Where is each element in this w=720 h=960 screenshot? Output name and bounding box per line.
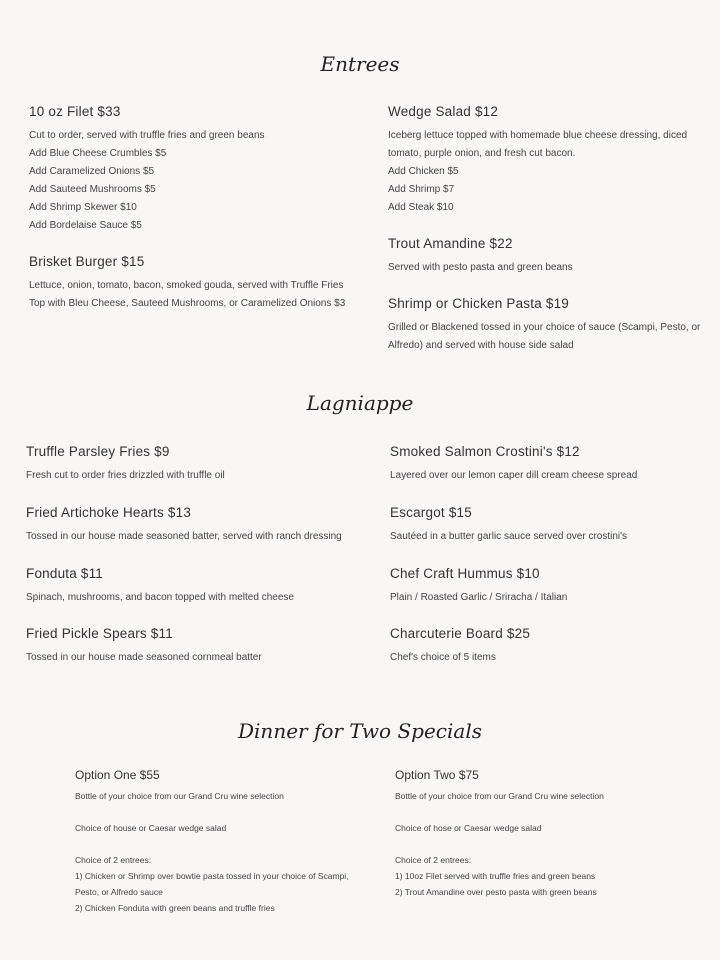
item-pickle-spears	[26, 626, 366, 667]
desc-line: Add Bordelaise Sauce $5	[29, 220, 142, 231]
desc-line: 2) Chicken Fonduta with green beans and truffle fries	[75, 903, 275, 913]
desc-line: Choice of 2 entrees:	[395, 855, 472, 865]
desc-line	[75, 804, 385, 820]
item-name: Chef Craft Hummus $10	[390, 566, 540, 581]
desc-line: Served with pesto pasta and green beans	[388, 262, 573, 273]
item-description	[29, 127, 359, 235]
item-description	[388, 127, 708, 217]
entree-trout	[388, 236, 708, 277]
item-name: Escargot $15	[390, 505, 472, 520]
option-name: Option One $55	[75, 768, 160, 782]
item-description	[388, 259, 708, 277]
desc-line: Lettuce, onion, tomato, bacon, smoked gouda, served with Truffle Fries	[29, 280, 344, 291]
item-name: Wedge Salad $12	[388, 104, 499, 119]
item-description	[388, 319, 708, 355]
entree-pasta	[388, 296, 708, 355]
desc-line: Add Chicken $5	[388, 166, 459, 177]
item-description: Layered over our lemon caper dill cream cheese spread	[390, 470, 638, 481]
item-hummus	[390, 566, 710, 607]
lagniappe-title: Lagniappe	[306, 391, 414, 415]
item-name: 10 oz Filet $33	[29, 104, 121, 119]
item-description	[29, 277, 369, 313]
option-description	[75, 788, 385, 916]
item-description: Sautéed in a butter garlic sauce served over crostini's	[390, 531, 628, 542]
item-description: Chef's choice of 5 items	[390, 652, 496, 663]
entree-wedge	[388, 104, 708, 217]
item-charcuterie	[390, 626, 710, 667]
option-description	[395, 788, 695, 900]
entree-filet	[29, 104, 359, 235]
option-one	[75, 768, 385, 916]
desc-line: Bottle of your choice from our Grand Cru wine selection	[395, 791, 604, 801]
item-fonduta	[26, 566, 366, 607]
item-name: Truffle Parsley Fries $9	[26, 444, 170, 459]
desc-line: Cut to order, served with truffle fries and green beans	[29, 130, 265, 141]
option-name: Option Two $75	[395, 768, 479, 782]
item-artichoke	[26, 505, 366, 546]
desc-line: Iceberg lettuce topped with homemade blue cheese dressing, diced	[388, 130, 688, 141]
desc-line	[395, 836, 695, 852]
entrees-title: Entrees	[320, 52, 400, 76]
item-salmon-crostini	[390, 444, 710, 485]
item-description: Fresh cut to order fries drizzled with truffle oil	[26, 470, 225, 481]
desc-line: Add Steak $10	[388, 202, 454, 213]
desc-line: Choice of house or Caesar wedge salad	[75, 823, 227, 833]
desc-line: Add Blue Cheese Crumbles $5	[29, 148, 167, 159]
item-name: Fried Artichoke Hearts $13	[26, 505, 192, 520]
desc-line: Pesto, or Alfredo sauce	[75, 887, 163, 897]
desc-line: Top with Bleu Cheese, Sauteed Mushrooms, or Caramelized Onions $3	[29, 298, 346, 309]
item-name: Shrimp or Chicken Pasta $19	[388, 296, 569, 311]
desc-line	[75, 836, 385, 852]
item-name: Charcuterie Board $25	[390, 626, 531, 641]
desc-line: 1) Chicken or Shrimp over bowtie pasta tossed in your choice of Scampi,	[75, 871, 349, 881]
item-truffle-fries	[26, 444, 366, 485]
desc-line: Choice of 2 entrees:	[75, 855, 152, 865]
desc-line: Bottle of your choice from our Grand Cru wine selection	[75, 791, 284, 801]
desc-line: Add Shrimp $7	[388, 184, 455, 195]
desc-line: Grilled or Blackened tossed in your choice of sauce (Scampi, Pesto, or	[388, 322, 701, 333]
option-two	[395, 768, 695, 900]
desc-line: Alfredo) and served with house side salad	[388, 340, 574, 351]
desc-line: 2) Trout Amandine over pesto pasta with green beans	[395, 887, 597, 897]
dinner-title: Dinner for Two Specials	[238, 719, 482, 743]
item-escargot	[390, 505, 710, 546]
desc-line: Add Sauteed Mushrooms $5	[29, 184, 156, 195]
item-name: Smoked Salmon Crostini's $12	[390, 444, 580, 459]
entree-brisket	[29, 254, 369, 313]
desc-line: Add Shrimp Skewer $10	[29, 202, 137, 213]
item-name: Trout Amandine $22	[388, 236, 513, 251]
desc-line: Choice of hose or Caesar wedge salad	[395, 823, 542, 833]
item-description: Plain / Roasted Garlic / Sriracha / Italian	[390, 592, 568, 603]
desc-line: 1) 10oz Filet served with truffle fries and green beans	[395, 871, 596, 881]
item-description: Tossed in our house made seasoned cornmeal batter	[26, 652, 262, 663]
item-name: Brisket Burger $15	[29, 254, 145, 269]
item-name: Fried Pickle Spears $11	[26, 626, 173, 641]
item-description: Spinach, mushrooms, and bacon topped with melted cheese	[26, 592, 294, 603]
item-name: Fonduta $11	[26, 566, 104, 581]
desc-line: tomato, purple onion, and fresh cut bacon.	[388, 148, 576, 159]
desc-line	[395, 804, 695, 820]
desc-line: Add Caramelized Onions $5	[29, 166, 155, 177]
item-description: Tossed in our house made seasoned batter, served with ranch dressing	[26, 531, 342, 542]
